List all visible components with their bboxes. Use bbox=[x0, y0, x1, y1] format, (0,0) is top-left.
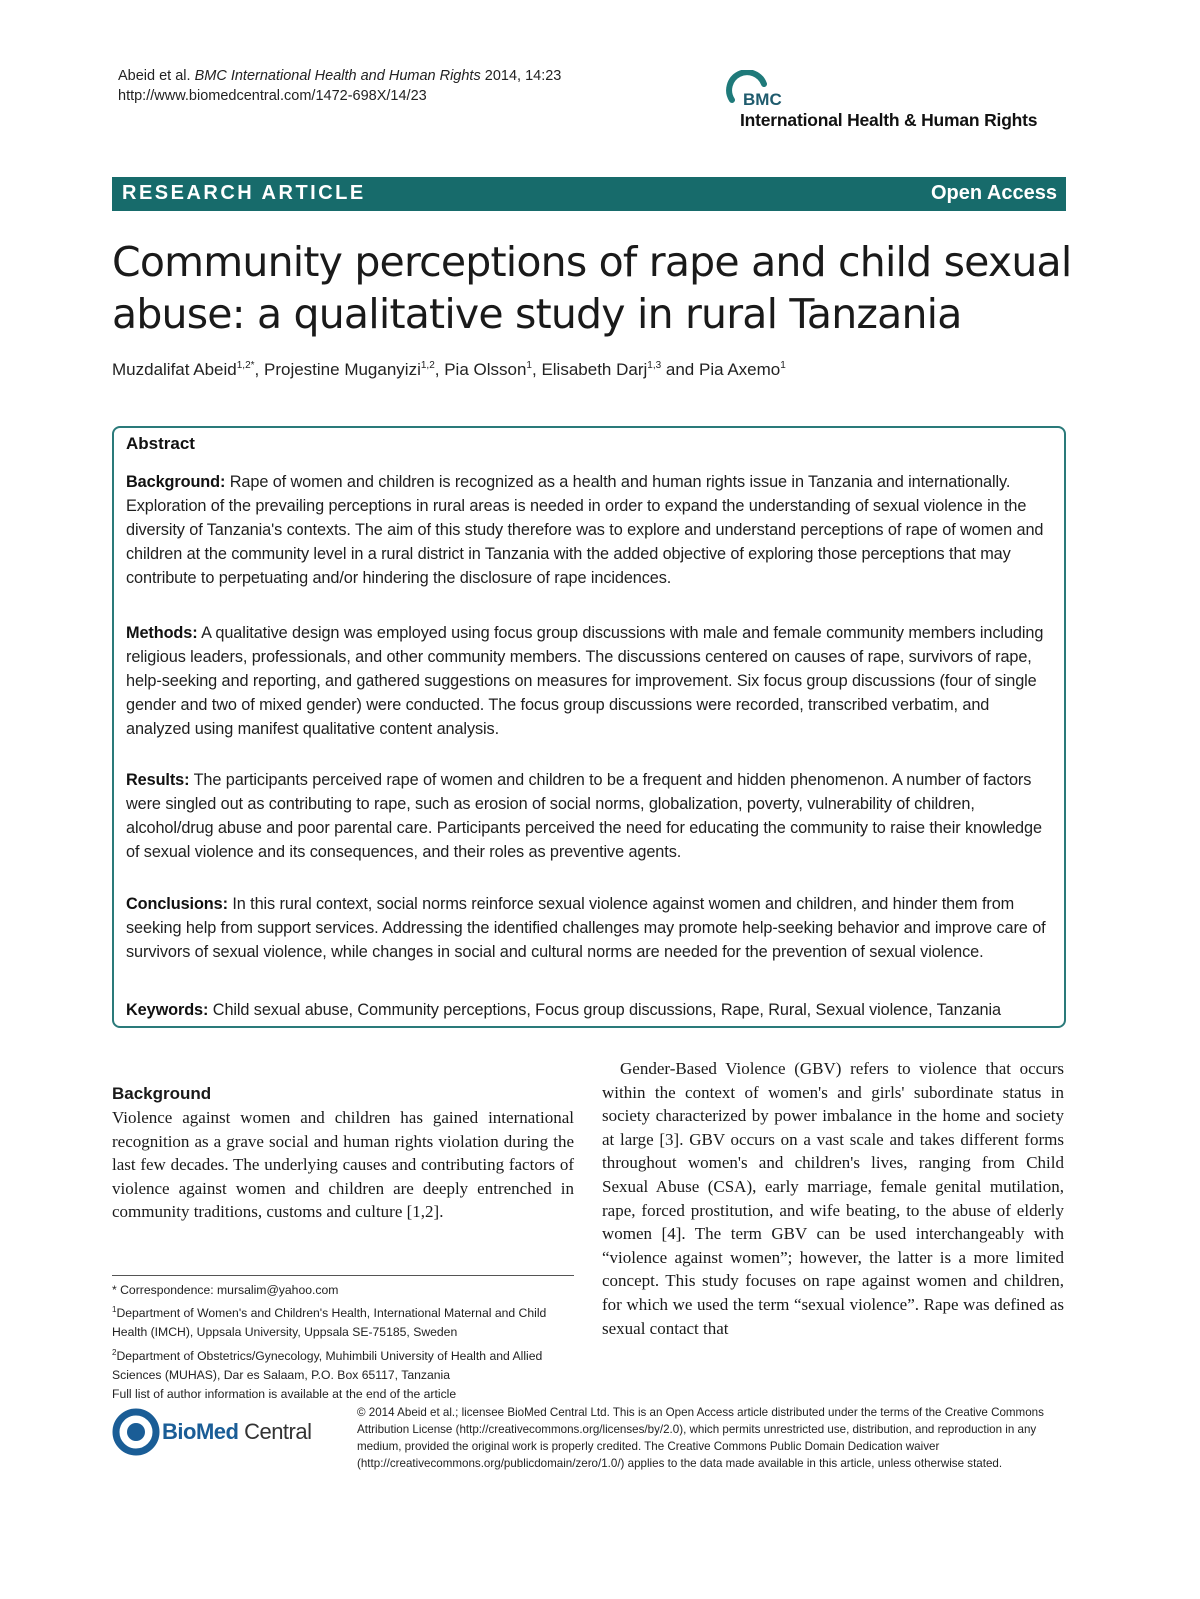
author-affiliation: 1,3 bbox=[647, 360, 662, 371]
left-column bbox=[112, 1082, 574, 1224]
abstract-background bbox=[126, 470, 1056, 590]
open-access-label: Open Access bbox=[931, 182, 1057, 204]
article-url[interactable]: http://www.biomedcentral.com/1472-698X/14/23 bbox=[118, 88, 427, 104]
article-type: RESEARCH ARTICLE bbox=[122, 182, 366, 204]
license-text: © 2014 Abeid et al.; licensee BioMed Central Ltd. This is an Open Access article distributed under the terms of the Creative Commons Attribution License (http://creativecommons.org/licenses/by/2.0), which permits unrestricted use, distribution, and reproduction in any medium, provided the original work is properly credited. The Creative Commons Public Domain Dedication waiver (http://creativecommons.org/publicdomain/zero/1.0/) applies to the data made available in this article, unless otherwise stated. bbox=[357, 1406, 1044, 1471]
affiliation-1 bbox=[112, 1300, 582, 1342]
article-title bbox=[112, 236, 1072, 340]
background-text: Rape of women and children is recognized as a health and human rights issue in Tanzania and internationally. Exploration of the prevailing perceptions in rural areas is needed in order to expand the understanding of sexual violence in the diversity of Tanzania's contexts. The aim of this study therefore was to explore and understand perceptions of rape of women and children at the community level in a rural district in Tanzania with the added objective of exploring those perceptions that may contribute to perpetuating and/or hindering the disclosure of rape incidences. bbox=[126, 473, 1044, 587]
abstract-box bbox=[112, 426, 1066, 1028]
section-heading-background: Background bbox=[112, 1084, 212, 1103]
abstract-conclusions bbox=[126, 892, 1056, 964]
keywords-text: Child sexual abuse, Community perceptions, Focus group discussions, Rape, Rural, Sexual violence, Tanzania bbox=[212, 1001, 1001, 1019]
conclusions-text: In this rural context, social norms reinforce sexual violence against women and children, and hinder them from seeking help from support services. Addressing the identified challenges may promote help-seeking behavior and improve care of survivors of sexual violence, while changes in social and cultural norms are needed for the prevention of sexual violence. bbox=[126, 895, 1046, 961]
author-affiliation: 1 bbox=[780, 360, 786, 371]
author-name: Pia Olsson bbox=[444, 360, 527, 379]
abstract-results bbox=[126, 768, 1056, 864]
logo-journal-name: International Health & Human Rights bbox=[740, 110, 1038, 130]
biomed-circle-icon bbox=[112, 1408, 160, 1456]
author-name: Muzdalifat Abeid bbox=[112, 360, 237, 379]
journal-logo bbox=[726, 70, 1071, 140]
biomed-word: BioMed bbox=[162, 1419, 239, 1444]
correspondence-note: * Correspondence: mursalim@yahoo.com bbox=[112, 1283, 339, 1297]
affiliation-2 bbox=[112, 1343, 582, 1385]
central-word: Central bbox=[238, 1419, 312, 1444]
author-list bbox=[112, 360, 786, 380]
abstract-methods bbox=[126, 621, 1056, 741]
affiliation-text: Department of Women's and Children's Health, International Maternal and Child Health (IMCH), Uppsala University, Uppsala SE-75185, Sweden bbox=[112, 1306, 547, 1340]
keywords-label: Keywords: bbox=[126, 1001, 209, 1019]
author-conjunction: and bbox=[661, 360, 699, 379]
author-affiliation: 1,2* bbox=[236, 360, 255, 371]
footnotes bbox=[112, 1281, 582, 1404]
methods-text: A qualitative design was employed using focus group discussions with male and female community members including religious leaders, professionals, and other community members. The discussions centered on causes of rape, survivors of rape, help-seeking and reporting, and gathered suggestions on measures for improvement. Six focus group discussions (four of single gender and two of mixed gender) were conducted. The focus group discussions were recorded, transcribed verbatim, and analyzed using manifest qualitative content analysis. bbox=[126, 624, 1044, 738]
abstract-heading: Abstract bbox=[126, 434, 195, 453]
results-label: Results: bbox=[126, 771, 190, 789]
author-name: Pia Axemo bbox=[698, 360, 781, 379]
background-label: Background: bbox=[126, 473, 226, 491]
body-paragraph: Gender-Based Violence (GBV) refers to violence that occurs within the context of women's and girls' subordinate status in society characterized by power imbalance in the home and society at large [3]. GBV occurs on a vast scale and takes different forms throughout women's and children's lives, ranging from Child Sexual Abuse (CSA), early marriage, female genital mutilation, rape, forced prostitution, and wife beating, to the abuse of elderly women [4]. The term GBV can be used interchangeably with “violence against women”; however, the latter is a more limited concept. This study focuses on rape against women and children, for which we used the term “sexual violence”. Rape was defined as sexual contact that bbox=[602, 1059, 1064, 1338]
methods-label: Methods: bbox=[126, 624, 198, 642]
title-line-1: Community perceptions of rape and child sexual bbox=[112, 238, 1072, 286]
conclusions-label: Conclusions: bbox=[126, 895, 228, 913]
affiliation-number: 2 bbox=[112, 1347, 117, 1357]
logo-bmc-text: BMC bbox=[743, 90, 782, 109]
body-paragraph: Violence against women and children has gained international recognition as a grave social and human rights violation during the last few decades. The underlying causes and contributing factors of violence against women and children are deeply entrenched in community traditions, customs and culture [1,2]. bbox=[112, 1108, 574, 1222]
author-affiliation: 1 bbox=[526, 360, 532, 371]
biomed-wordmark bbox=[162, 1419, 312, 1445]
results-text: The participants perceived rape of women and children to be a frequent and hidden phenomenon. A number of factors were singled out as contributing to rape, such as erosion of social norms, globalization, poverty, vulnerability of children, alcohol/drug abuse and poor parental care. Participants perceived the need for educating the community to raise their knowledge of sexual violence and its consequences, and their roles as preventive agents. bbox=[126, 771, 1042, 861]
right-column bbox=[602, 1057, 1064, 1340]
citation-line bbox=[118, 66, 561, 86]
article-type-banner bbox=[112, 177, 1066, 211]
affiliation-number: 1 bbox=[112, 1305, 117, 1315]
citation-year: 2014, 14:23 bbox=[484, 68, 562, 84]
footnote-divider bbox=[112, 1275, 574, 1276]
citation-authors: Abeid et al. bbox=[118, 68, 191, 84]
author-name: Elisabeth Darj bbox=[541, 360, 648, 379]
citation-journal: BMC International Health and Human Rights bbox=[194, 68, 481, 84]
author-separator: , bbox=[254, 360, 264, 379]
author-name: Projestine Muganyizi bbox=[264, 360, 421, 379]
author-separator: , bbox=[531, 360, 542, 379]
author-affiliation: 1,2 bbox=[420, 360, 435, 371]
biomed-central-logo bbox=[112, 1408, 352, 1460]
title-line-2: abuse: a qualitative study in rural Tanzania bbox=[112, 290, 962, 338]
abstract-keywords bbox=[126, 998, 1056, 1022]
affiliation-text: Department of Obstetrics/Gynecology, Muhimbili University of Health and Allied Sciences (MUHAS), Dar es Salaam, P.O. Box 65117, Tanzania bbox=[112, 1348, 543, 1382]
full-author-info-note: Full list of author information is available at the end of the article bbox=[112, 1387, 457, 1402]
citation-header bbox=[118, 66, 561, 106]
author-separator: , bbox=[434, 360, 445, 379]
